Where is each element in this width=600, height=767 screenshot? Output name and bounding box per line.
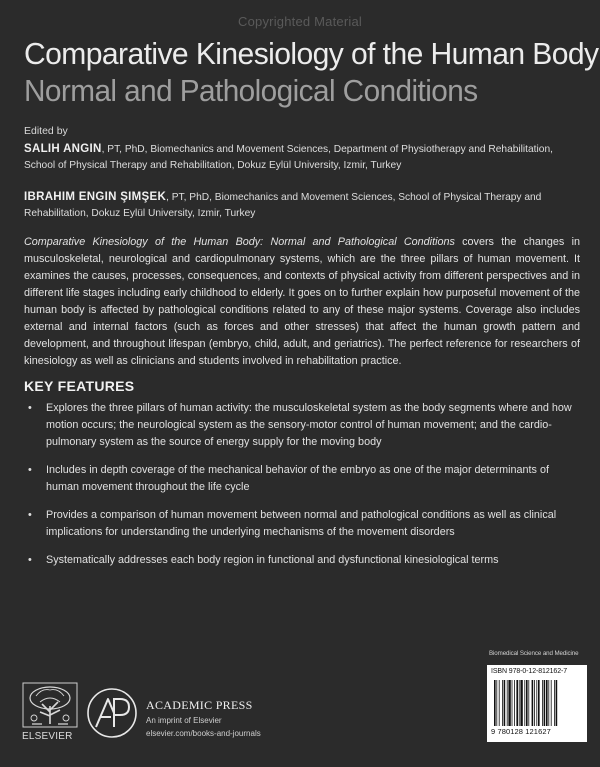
- book-title: Comparative Kinesiology of the Human Body: [24, 36, 599, 71]
- barcode-bar: [504, 680, 506, 726]
- barcode-bar: [528, 680, 529, 726]
- barcode-bar: [514, 680, 515, 726]
- elsevier-tree-logo-icon: [22, 682, 78, 728]
- description-title: Comparative Kinesiology of the Human Body: Normal and Pathological Conditions: [24, 236, 455, 248]
- academic-press-wordmark: ACADEMIC PRESS: [146, 698, 253, 712]
- barcode-bar: [534, 680, 535, 726]
- barcode-bar: [554, 680, 555, 726]
- barcode-bar: [519, 680, 520, 726]
- barcode-bar: [526, 680, 528, 726]
- key-features-list: [24, 400, 580, 580]
- edited-by-label: Edited by: [24, 125, 68, 137]
- book-subtitle: Normal and Pathological Conditions: [24, 73, 478, 108]
- book-description: [24, 234, 580, 370]
- feature-item: [24, 462, 580, 496]
- barcode-bar: [508, 680, 510, 726]
- bullet-icon: •: [28, 554, 32, 566]
- bullet-icon: •: [28, 509, 32, 521]
- elsevier-wordmark: ELSEVIER: [22, 731, 73, 742]
- barcode-bar: [551, 680, 552, 726]
- editor-entry: [24, 189, 584, 222]
- feature-item: [24, 400, 580, 451]
- key-features-heading: KEY FEATURES: [24, 378, 135, 394]
- bullet-icon: •: [28, 464, 32, 476]
- feature-item: [24, 507, 580, 541]
- barcode-bar: [516, 680, 518, 726]
- copyright-watermark: Copyrighted Material: [238, 14, 362, 29]
- barcode-bar: [546, 680, 548, 726]
- barcode-bar: [538, 680, 540, 726]
- editor-name: SALIH ANGIN: [24, 143, 102, 155]
- barcode-bar: [499, 680, 500, 726]
- editor-name: IBRAHIM ENGIN ŞIMŞEK: [24, 191, 167, 203]
- feature-item: [24, 552, 580, 569]
- barcode-icon: [493, 680, 581, 726]
- isbn-digits: 9 780128 121627: [491, 727, 551, 736]
- feature-text: Explores the three pillars of human activity: the musculoskeletal system as the body segments where and how motion occurs; the neurological system as the sensory-motor control of human movement; and the cardio-pulmonary system as the source of energy supply for the moving body: [46, 402, 572, 448]
- barcode-bar: [496, 680, 497, 726]
- barcode-bar: [536, 680, 537, 726]
- barcode-bar: [520, 680, 522, 726]
- barcode-bar: [512, 680, 513, 726]
- feature-text: Systematically addresses each body region in functional and dysfunctional kinesiological terms: [46, 554, 499, 566]
- feature-text: Provides a comparison of human movement between normal and pathological conditions as well as clinical implications for understanding the underlying mechanisms of the movement disorders: [46, 509, 557, 538]
- editor-affiliation: , PT, PhD, Biomechanics and Movement Sciences, Department of Physiotherapy and Rehabilitation, School of Physical Therapy and Rehabilitation, Dokuz Eylül University, Izmir, Turkey: [24, 144, 553, 171]
- isbn-label: ISBN 978-0-12-812162-7: [491, 668, 568, 675]
- academic-press-logo-icon: [86, 687, 138, 739]
- publisher-url: elsevier.com/books-and-journals: [146, 729, 261, 738]
- editor-entry: [24, 141, 584, 174]
- feature-text: Includes in depth coverage of the mechanical behavior of the embryo as one of the major determinants of human movement throughout the life cycle: [46, 464, 549, 493]
- barcode-bar: [494, 680, 496, 726]
- barcode-bar: [544, 680, 546, 726]
- description-body: covers the changes in musculoskeletal, neurological and cardiopulmonary systems, which are the three pillars of human movement. It examines the causes, processes, consequences, and contexts of physical activity from different perspectives and in different life stages including early childhood to elderly. It goes on to further explain how purposeful movement of the human body is affected by pathological conditions related to any of these major systems. Coverage also includes external and internal factors (such as forces and other stresses) that affect the human growth pattern and development, and throughout lifespan (embryo, child, adult, and geriatrics). The perfect reference for researchers of kinesiology as well as clinicians and students involved in rehabilitation practice.: [24, 236, 580, 367]
- subject-category: Biomedical Science and Medicine: [489, 650, 579, 657]
- barcode-bar: [507, 680, 508, 726]
- barcode-bar: [502, 680, 503, 726]
- imprint-text: An imprint of Elsevier: [146, 716, 222, 725]
- barcode-bar: [548, 680, 549, 726]
- bullet-icon: •: [28, 402, 32, 414]
- barcode-bar: [556, 680, 558, 726]
- editor-affiliation: , PT, PhD, Biomechanics and Movement Sciences, School of Physical Therapy and Rehabilitation, Dokuz Eylül University, Izmir, Turkey: [24, 192, 542, 219]
- barcode-bar: [542, 680, 543, 726]
- barcode-bar: [524, 680, 525, 726]
- barcode-bar: [532, 680, 534, 726]
